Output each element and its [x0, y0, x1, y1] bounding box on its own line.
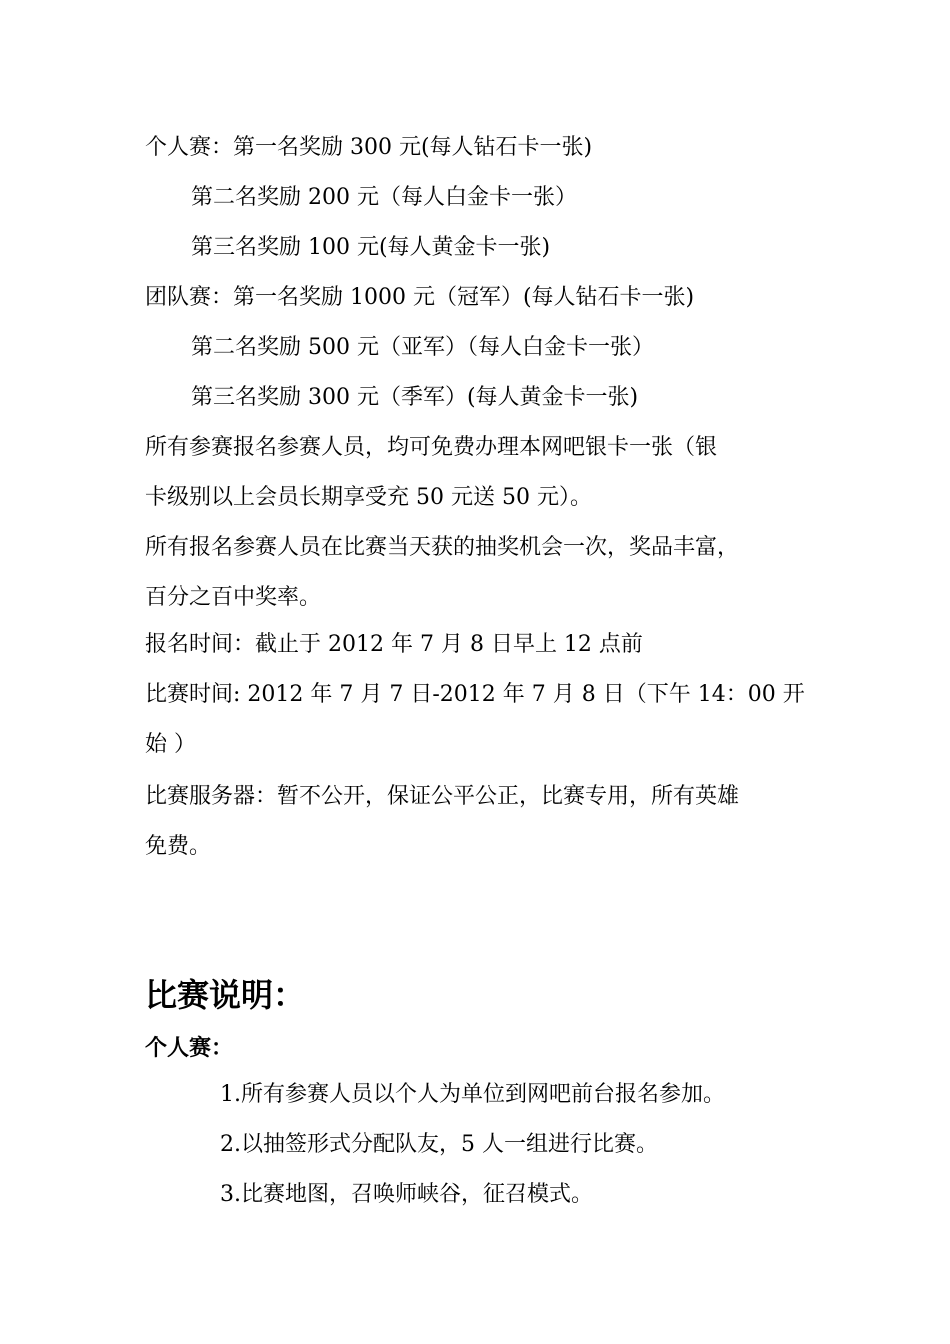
lottery-note-line-1: 所有报名参赛人员在比赛当天获的抽奖机会一次，奖品丰富， — [145, 535, 740, 560]
individual-prize-3: 第三名奖励 100 元(每人黄金卡一张) — [191, 235, 551, 260]
rules-heading: 比赛说明： — [145, 976, 306, 1014]
match-time-line-2: 始 ） — [145, 732, 196, 757]
team-prize-1: 团队赛：第一名奖励 1000 元（冠军）(每人钻石卡一张) — [145, 285, 695, 310]
rule-item-3: 3.比赛地图，召唤师峡谷，征召模式。 — [220, 1182, 593, 1207]
silver-card-note-line-2: 卡级别以上会员长期享受充 50 元送 50 元）。 — [145, 485, 592, 510]
individual-prize-2: 第二名奖励 200 元（每人白金卡一张） — [191, 185, 577, 210]
team-prize-2: 第二名奖励 500 元（亚军）（每人白金卡一张） — [191, 335, 654, 360]
team-prize-3: 第三名奖励 300 元（季军）(每人黄金卡一张) — [191, 385, 639, 410]
server-note-line-1: 比赛服务器：暂不公开，保证公平公正，比赛专用，所有英雄 — [145, 784, 740, 809]
rule-item-2: 2.以抽签形式分配队友，5 人一组进行比赛。 — [220, 1132, 658, 1157]
lottery-note-line-2: 百分之百中奖率。 — [145, 585, 322, 610]
server-note-line-2: 免费。 — [145, 834, 212, 859]
silver-card-note-line-1: 所有参赛报名参赛人员，均可免费办理本网吧银卡一张（银 — [145, 435, 718, 460]
rule-item-1: 1.所有参赛人员以个人为单位到网吧前台报名参加。 — [220, 1082, 725, 1107]
individual-rules-label: 个人赛： — [145, 1035, 234, 1061]
signup-time: 报名时间：截止于 2012 年 7 月 8 日早上 12 点前 — [145, 632, 643, 657]
match-time-line-1: 比赛时间: 2012 年 7 月 7 日-2012 年 7 月 8 日（下午 14：00 开 — [145, 682, 805, 707]
individual-prize-1: 个人赛：第一名奖励 300 元(每人钻石卡一张) — [145, 135, 593, 160]
